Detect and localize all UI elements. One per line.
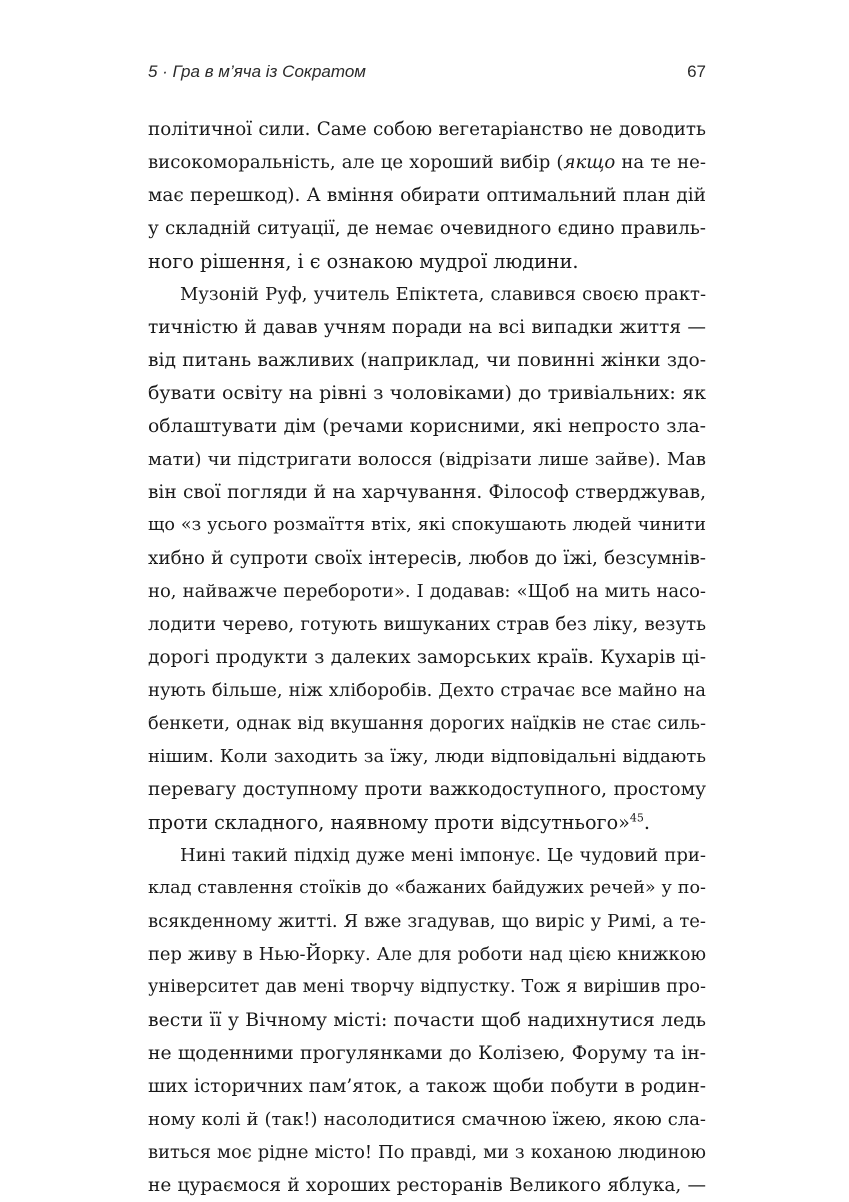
text-line: дорогі продукти з далеких заморських країв. Кухарів ці- <box>148 647 706 668</box>
emphasis: якщо <box>563 152 616 173</box>
text-line: бенкети, однак від вкушання дорогих наїдків не стає силь- <box>148 713 706 734</box>
text-line: проти складного, наявному проти відсутнього»$^{45}$. <box>148 811 651 834</box>
text-line: виться моє рідне місто! По правді, ми з коханою людиною <box>148 1142 706 1163</box>
text-line: він свої погляди й на харчування. Філософ стверджував, <box>148 482 706 503</box>
text-line: клад ставлення стоїків до «бажаних байдужих речей» у по- <box>148 878 706 898</box>
text-line: у складній ситуації, де немає очевидного єдино правиль- <box>148 218 706 239</box>
text-line: лодити черево, готують вишуканих страв без ліку, везуть <box>148 614 706 635</box>
text-line: пер живу в Нью-Йорку. Але для роботи над цією книжкою <box>148 944 706 965</box>
text-line: хибно й супроти своїх інтересів, любов до їжі, безсумнів- <box>148 548 706 569</box>
text-line: нішим. Коли заходить за їжу, люди відповідальні віддають <box>148 746 706 767</box>
text-line: від питань важливих (наприклад, чи повинні жінки здо- <box>148 350 706 371</box>
text-line: університет дав мені творчу відпустку. Тож я вирішив про- <box>148 977 706 997</box>
footnote-marker: 45 <box>629 811 644 825</box>
text-line: ших історичних пам’яток, а також щоби побути в родин- <box>148 1076 706 1097</box>
text-line: перевагу доступному проти важкодоступного, простому <box>148 779 706 800</box>
text-line: має перешкод). А вміння обирати оптимальний план дій <box>148 185 706 206</box>
page-number: 67 <box>687 62 706 81</box>
text-line: тичністю й давав учням поради на всі випадки життя — <box>148 317 706 338</box>
text-line: бувати освіту на рівні з чоловіками) до тривіальних: як <box>148 382 706 404</box>
text-line: облаштувати дім (речами корисними, які непросто зла- <box>148 416 706 437</box>
text-line: не щоденними прогулянками до Колізею, Форуму та ін- <box>148 1043 706 1064</box>
text-line: нують більше, ніж хліборобів. Дехто страчає все майно на <box>148 680 706 701</box>
text-line: ного рішення, і є ознакою мудрої людини. <box>148 250 579 273</box>
chapter-title: 5 · Гра в м’яча із Сократом <box>148 62 366 81</box>
body-text <box>148 113 706 1202</box>
text-line: високоморальність, але це хороший вибір (якщо на те не- <box>148 152 706 173</box>
text-line: но, найважче перебороти». І додавав: «Щоб на мить насо- <box>148 581 706 602</box>
text-line: що «з усього розмаїття втіх, які спокушають людей чинити <box>148 515 706 535</box>
text-line: політичної сили. Саме собою вегетаріанство не доводить <box>148 119 706 140</box>
text-line: не цураємося й хороших ресторанів Великого яблука, — <box>148 1175 706 1196</box>
text-line: Нині такий підхід дуже мені імпонує. Це чудовий при- <box>180 845 706 866</box>
text-line: Музоній Руф, учитель Епіктета, славився своєю практ- <box>180 284 706 305</box>
text-line: ному колі й (так!) насолодитися смачною їжею, якою сла- <box>148 1109 706 1130</box>
text-line: мати) чи підстригати волосся (відрізати лише зайве). Мав <box>148 449 706 470</box>
text-line: всякденному житті. Я вже згадував, що виріс у Римі, а те- <box>148 911 706 932</box>
text-line: вести її у Вічному місті: почасти щоб надихнутися ледь <box>148 1010 706 1031</box>
running-head <box>148 62 706 86</box>
book-page <box>148 0 706 1200</box>
